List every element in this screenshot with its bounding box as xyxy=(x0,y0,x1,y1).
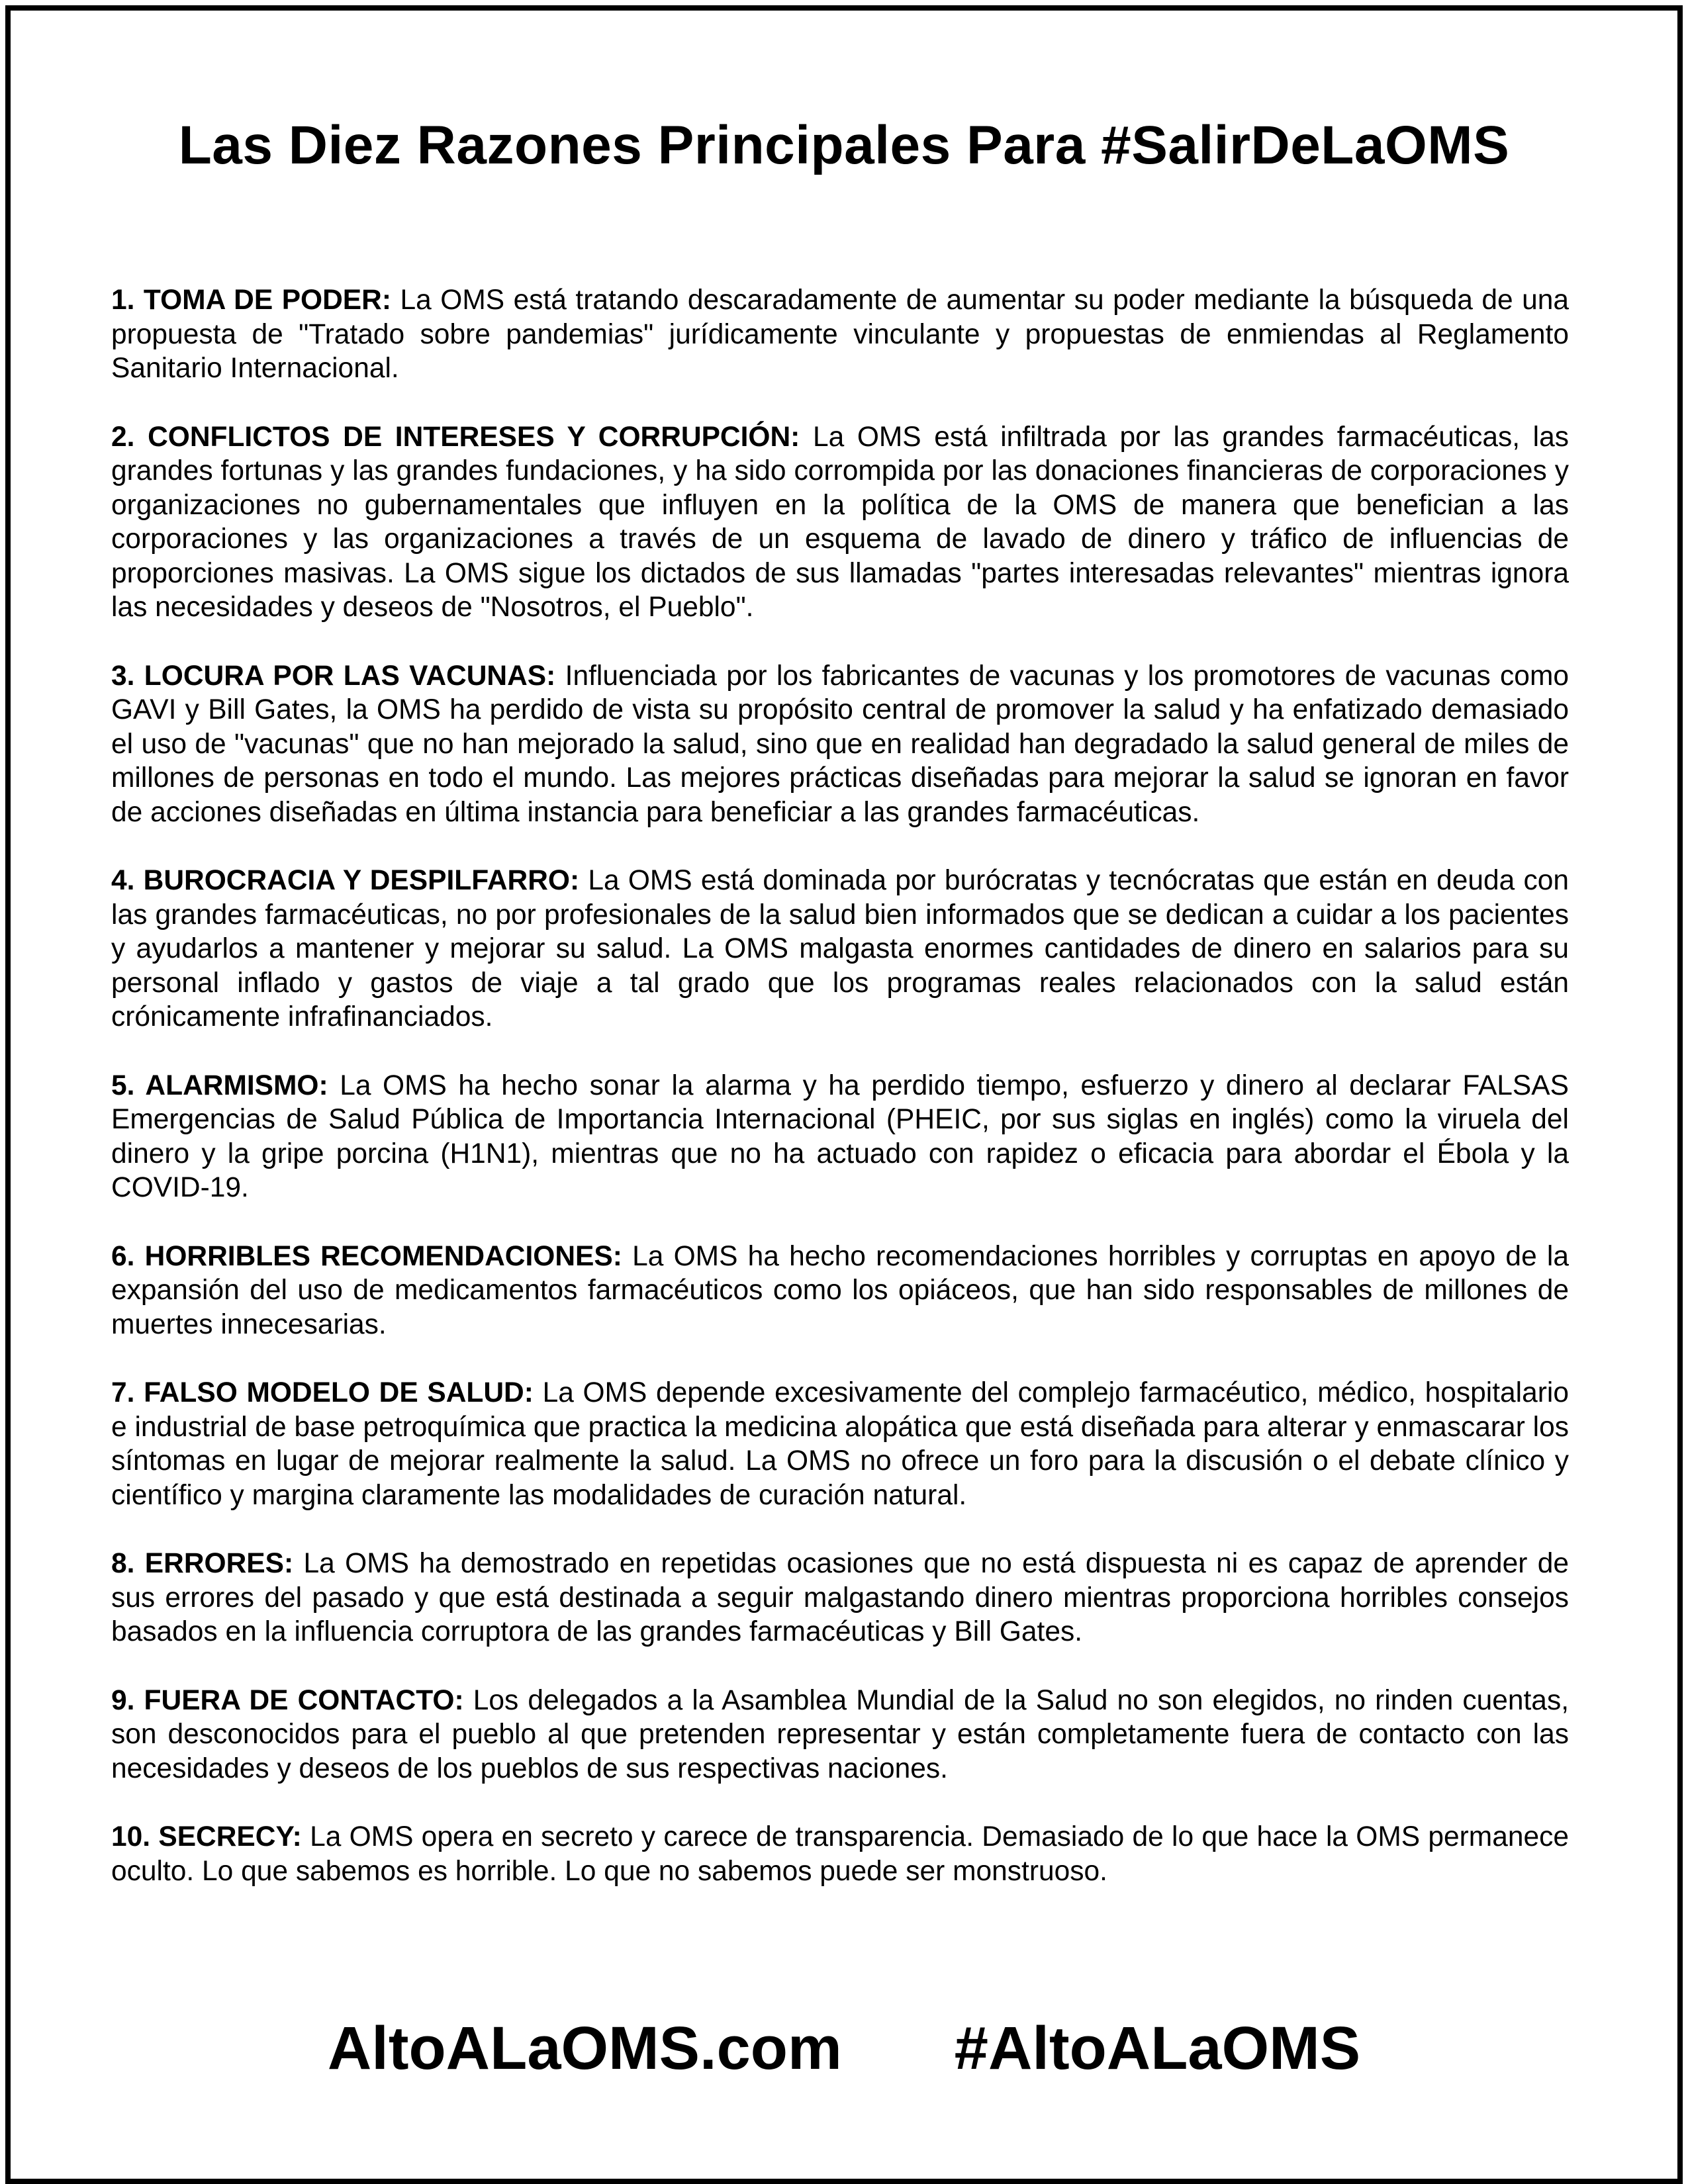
reason-text: La OMS está dominada por burócratas y tecnócratas que están en deuda con las grandes farmacéuticas, no por profesionales de la salud bien informados que se dedican a cuidar a los pacientes y ayudarlos a mantener y mejorar su salud. La OMS malgasta enormes cantidades de dinero en salarios para su personal inflado y gastos de viaje a tal grado que los programas reales relacionados con la salud están crónicamente infrafinanciados. xyxy=(111,865,1569,1032)
reason-heading: 8. ERRORES: xyxy=(111,1548,294,1579)
reason-item-2 xyxy=(111,420,1569,625)
reason-heading: 4. BUROCRACIA Y DESPILFARRO: xyxy=(111,865,580,896)
reason-item-8 xyxy=(111,1547,1569,1649)
footer-website: AltoALaOMS.com xyxy=(327,2015,842,2082)
reason-heading: 7. FALSO MODELO DE SALUD: xyxy=(111,1377,534,1408)
reasons-list xyxy=(111,283,1569,1923)
reason-text: Los delegados a la Asamblea Mundial de la Salud no son elegidos, no rinden cuentas, son desconocidos para el pueblo al que pretenden representar y están completamente fuera de contacto con las necesidades y deseos de los pueblos de sus respectivas naciones. xyxy=(111,1684,1569,1784)
reason-text: La OMS ha hecho recomendaciones horribles y corruptas en apoyo de la expansión del uso de medicamentos farmacéuticos como los opiáceos, que han sido responsables de millones de muertes innecesarias. xyxy=(111,1240,1570,1340)
reason-heading: 10. SECRECY: xyxy=(111,1821,302,1852)
reason-heading: 1. TOMA DE PODER: xyxy=(111,285,392,316)
reason-item-5 xyxy=(111,1069,1569,1205)
reason-text: La OMS ha demostrado en repetidas ocasiones que no está dispuesta ni es capaz de aprender de sus errores del pasado y que está destinada a seguir malgastando dinero mientras proporciona horribles consejos basados en la influencia corruptora de las grandes farmacéuticas y Bill Gates. xyxy=(111,1548,1569,1647)
reason-heading: 5. ALARMISMO: xyxy=(111,1069,328,1101)
reason-item-1 xyxy=(111,283,1569,386)
reason-heading: 6. HORRIBLES RECOMENDACIONES: xyxy=(111,1240,622,1272)
footer xyxy=(0,2012,1688,2085)
reason-item-9 xyxy=(111,1684,1569,1786)
reason-heading: 9. FUERA DE CONTACTO: xyxy=(111,1684,464,1716)
reason-item-4 xyxy=(111,864,1569,1034)
footer-hashtag: #AltoALaOMS xyxy=(954,2015,1361,2082)
reason-item-6 xyxy=(111,1240,1569,1342)
reason-item-10 xyxy=(111,1820,1569,1888)
reason-text: La OMS opera en secreto y carece de transparencia. Demasiado de lo que hace la OMS permanece oculto. Lo que sabemos es horrible. Lo que no sabemos puede ser monstruoso. xyxy=(111,1821,1569,1887)
reason-text: La OMS ha hecho sonar la alarma y ha perdido tiempo, esfuerzo y dinero al declarar FALSAS Emergencias de Salud Pública de Importancia Internacional (PHEIC, por sus siglas en inglés) como la viruela del dinero y la gripe porcina (H1N1), mientras que no ha actuado con rapidez o eficacia para abordar el Ébola y la COVID-19. xyxy=(111,1069,1569,1203)
reason-text: La OMS depende excesivamente del complejo farmacéutico, médico, hospitalario e industrial de base petroquímica que practica la medicina alopática que está diseñada para alterar y enmascarar los síntomas en lugar de mejorar realmente la salud. La OMS no ofrece un foro para la discusión o el debate clínico y científico y margina claramente las modalidades de curación natural. xyxy=(111,1377,1569,1511)
reason-heading: 3. LOCURA POR LAS VACUNAS: xyxy=(111,660,556,692)
reason-item-7 xyxy=(111,1376,1569,1512)
reason-text: La OMS está infiltrada por las grandes farmacéuticas, las grandes fortunas y las grandes fundaciones, y ha sido corrompida por las donaciones financieras de corporaciones y organizaciones no gubernamentales que influyen en la política de la OMS de manera que benefician a las corporaciones y las organizaciones a través de un esquema de lavado de dinero y tráfico de influencias de proporciones masivas. La OMS sigue los dictados de sus llamadas "partes interesadas relevantes" mientras ignora las necesidades y deseos de "Nosotros, el Pueblo". xyxy=(111,421,1569,623)
document-title: Las Diez Razones Principales Para #SalirDeLaOMS xyxy=(178,115,1510,175)
reason-item-3 xyxy=(111,659,1569,830)
reason-heading: 2. CONFLICTOS DE INTERESES Y CORRUPCIÓN: xyxy=(111,421,800,453)
reason-text: La OMS está tratando descaradamente de aumentar su poder mediante la búsqueda de una propuesta de "Tratado sobre pandemias" jurídicamente vinculante y propuestas de enmiendas al Reglamento Sanitario Internacional. xyxy=(111,285,1570,384)
reason-text: Influenciada por los fabricantes de vacunas y los promotores de vacunas como GAVI y Bill Gates, la OMS ha perdido de vista su propósito central de promover la salud y ha enfatizado demasiado el uso de "vacunas" que no han mejorado la salud, sino que en realidad han degradado la salud general de miles de millones de personas en todo el mundo. Las mejores prácticas diseñadas para mejorar la salud se ignoran en favor de acciones diseñadas en última instancia para beneficiar a las grandes farmacéuticas. xyxy=(111,660,1569,828)
